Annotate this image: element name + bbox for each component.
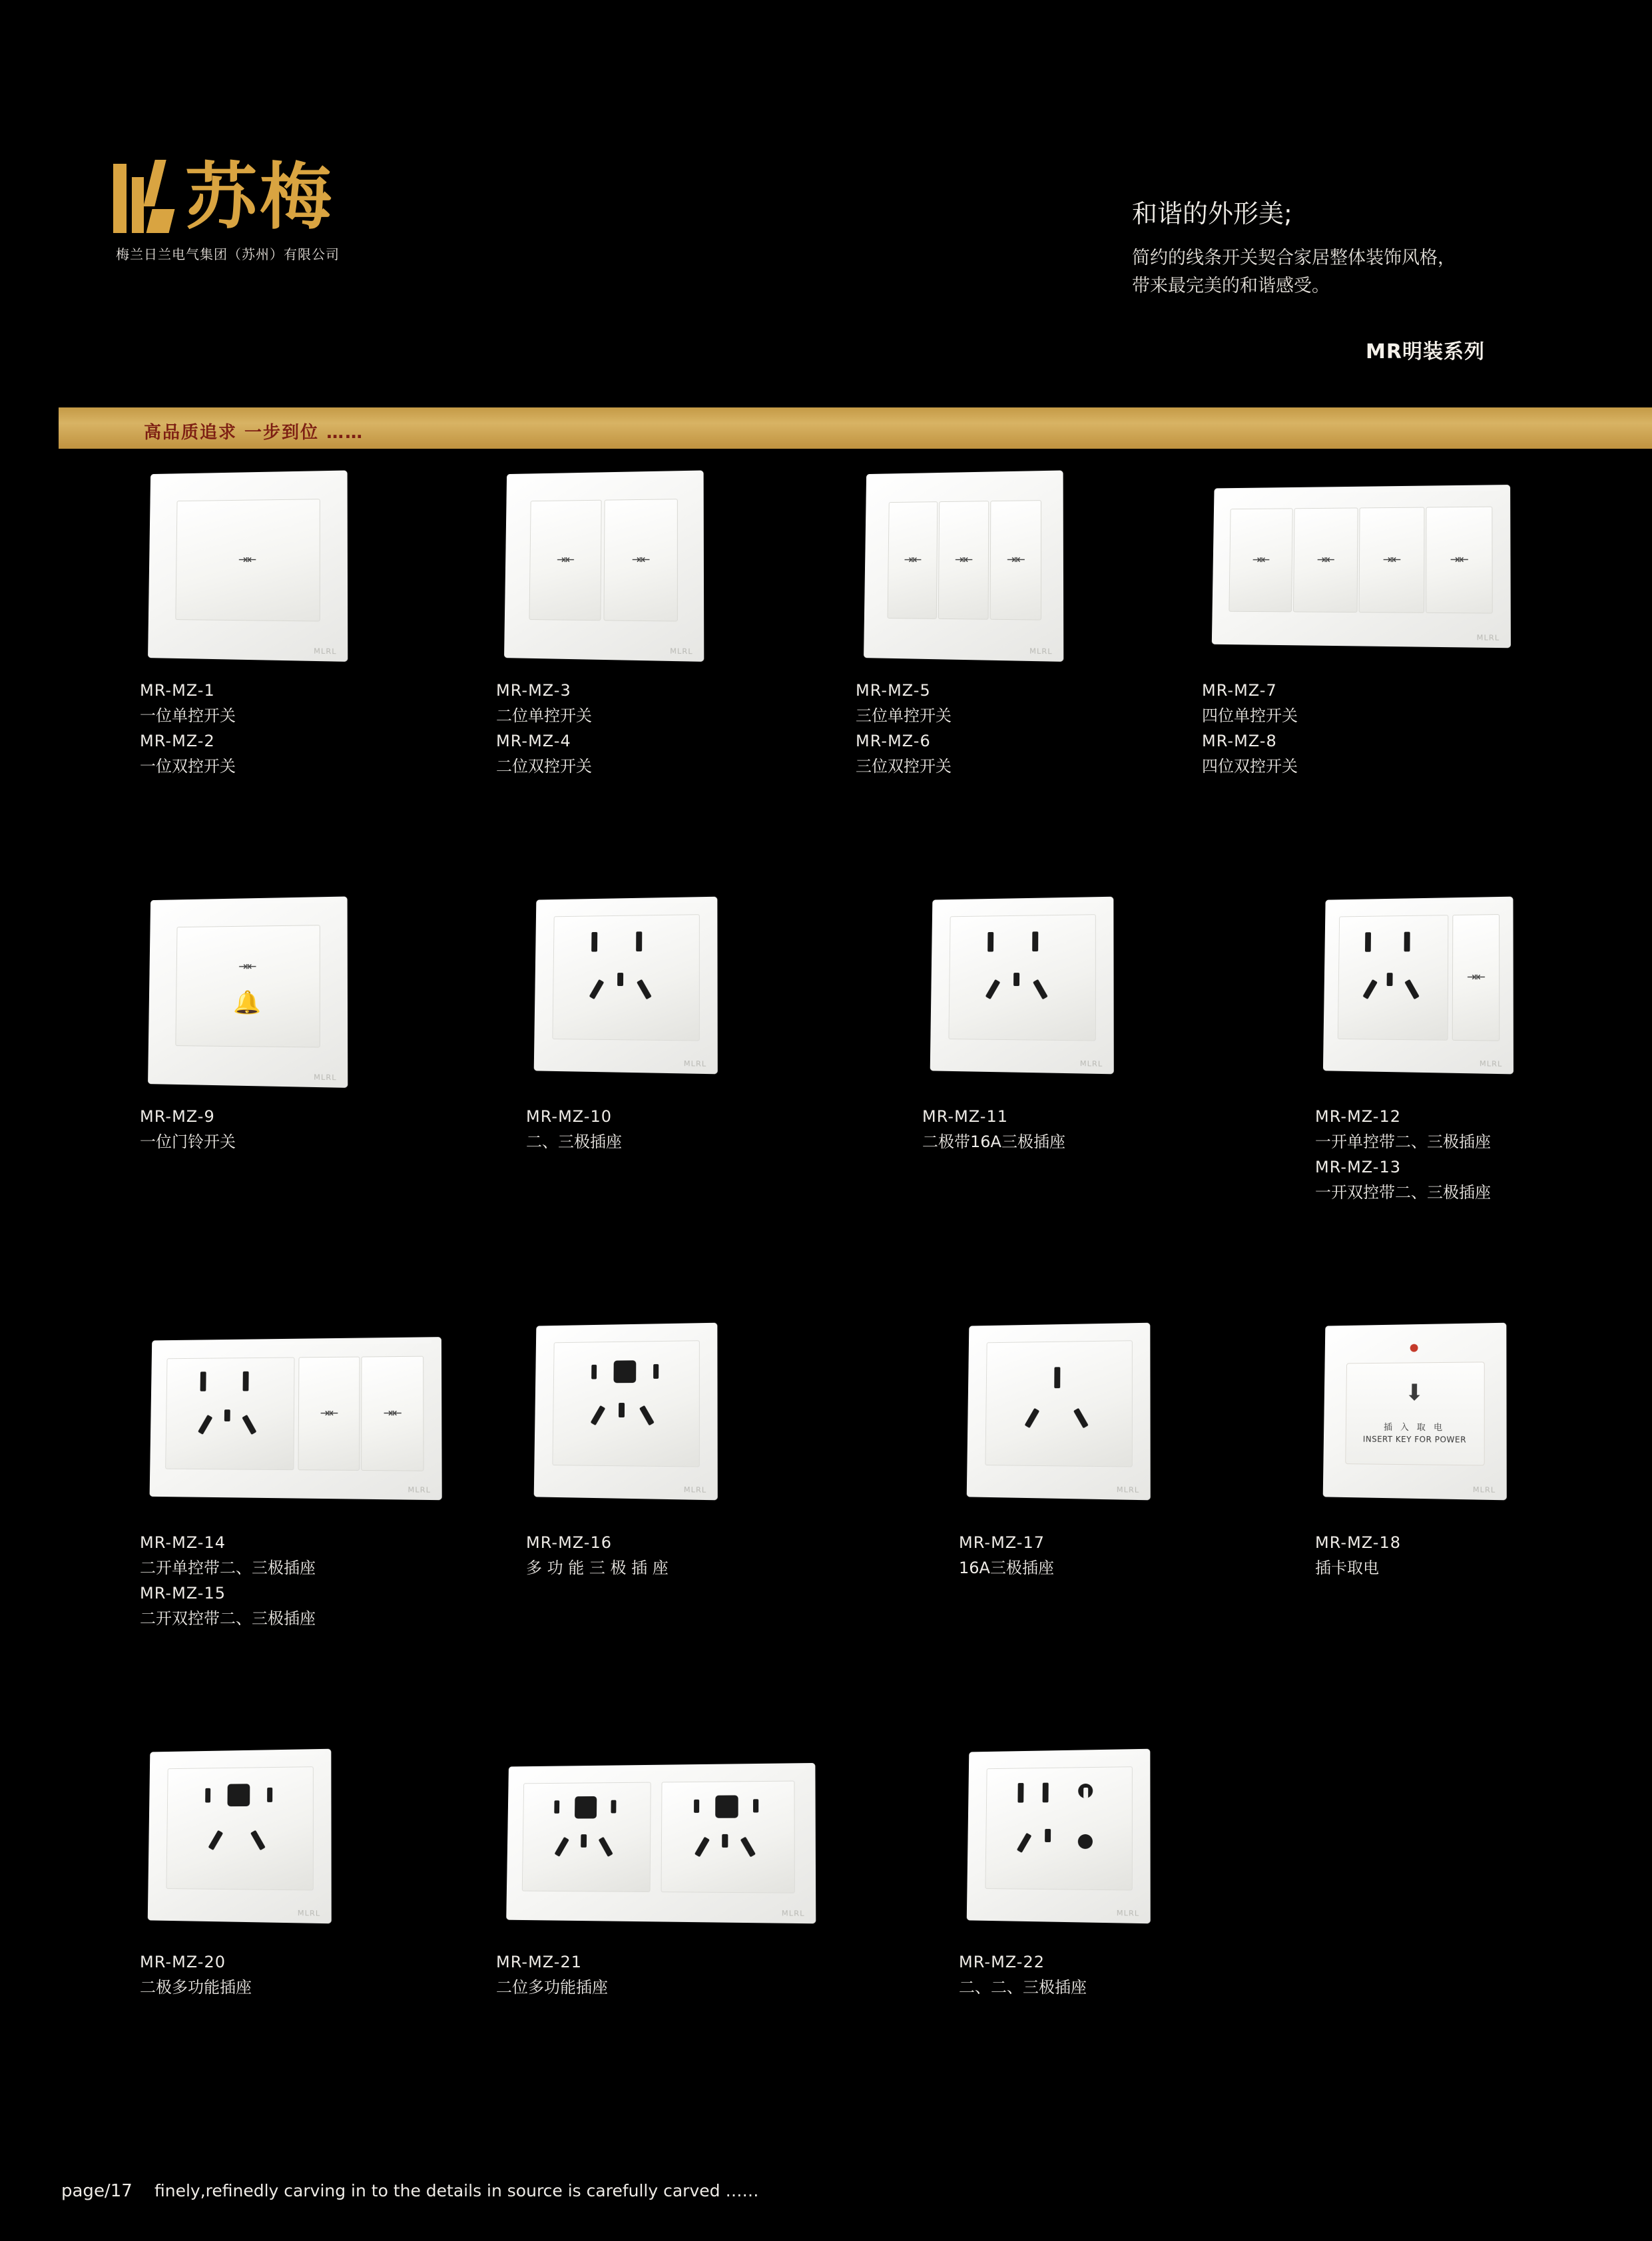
product-code: MR-MZ-15	[140, 1584, 226, 1603]
product-code: MR-MZ-5	[856, 681, 931, 700]
plate-brand-mark: MLRL	[314, 646, 337, 656]
product-image-mr-mz-17	[959, 1312, 1159, 1511]
product-image-mr-mz-9: ⇥⇤ 🔔 MLRL	[140, 885, 353, 1085]
product-card-mr-mz-17[interactable]	[959, 1312, 1159, 1577]
product-image-mr-mz-11	[922, 885, 1122, 1085]
product-name: 二、三极插座	[526, 1132, 622, 1151]
product-card-mr-mz-5[interactable]	[856, 459, 1069, 776]
product-row-2	[0, 885, 1652, 1312]
product-image-mr-mz-20	[140, 1738, 340, 1931]
product-name: 一位单控开关	[140, 706, 236, 725]
product-name: 多 功 能 三 极 插 座	[526, 1559, 669, 1577]
product-code: MR-MZ-17	[959, 1533, 1045, 1552]
tagline-line-1: 简约的线条开关契合家居整体装饰风格，	[1132, 248, 1456, 268]
product-name: 四位单控开关	[1202, 706, 1298, 725]
product-image-mr-mz-21	[496, 1738, 822, 1931]
product-card-mr-mz-20[interactable]	[140, 1738, 340, 1997]
plate-brand-mark: MLRL	[408, 1485, 431, 1495]
product-caption-mr-mz-20	[140, 1949, 252, 2000]
product-caption-mr-mz-3	[496, 678, 592, 779]
product-caption-mr-mz-18	[1315, 1530, 1401, 1581]
product-code: MR-MZ-20	[140, 1953, 226, 1971]
plate-brand-mark: MLRL	[1472, 1485, 1496, 1495]
product-image-mr-mz-14: ⇥⇤ ⇥⇤ MLRL	[140, 1312, 446, 1511]
product-card-mr-mz-21[interactable]	[496, 1738, 822, 1997]
product-image-mr-mz-22	[959, 1738, 1159, 1931]
product-code: MR-MZ-11	[922, 1107, 1008, 1126]
product-caption-mr-mz-17	[959, 1530, 1054, 1581]
product-image-mr-mz-5: ⇥⇤ ⇥⇤ ⇥⇤ MLRL	[856, 459, 1069, 659]
product-caption-mr-mz-21	[496, 1949, 608, 2000]
insert-arrow-icon: ⬇	[1404, 1380, 1424, 1406]
product-code: MR-MZ-22	[959, 1953, 1045, 1971]
plate-brand-mark: MLRL	[670, 646, 693, 656]
product-code: MR-MZ-4	[496, 732, 571, 750]
product-image-mr-mz-18	[1315, 1312, 1515, 1511]
plate-brand-mark: MLRL	[781, 1909, 805, 1918]
company-name: 梅兰日兰电气集团（苏州）有限公司	[116, 246, 340, 262]
product-card-mr-mz-9[interactable]	[140, 885, 353, 1151]
product-caption-mr-mz-22	[959, 1949, 1087, 2000]
product-name: 二极带16A三极插座	[922, 1132, 1065, 1151]
product-code: MR-MZ-12	[1315, 1107, 1401, 1126]
product-name: 二极多功能插座	[140, 1978, 252, 1997]
tagline-line-2: 带来最完美的和谐感受。	[1132, 276, 1330, 296]
product-code: MR-MZ-8	[1202, 732, 1277, 750]
product-card-mr-mz-11[interactable]	[922, 885, 1122, 1151]
product-card-mr-mz-22[interactable]	[959, 1738, 1159, 1997]
product-caption-mr-mz-5	[856, 678, 952, 779]
product-name: 二位多功能插座	[496, 1978, 608, 1997]
product-caption-mr-mz-1	[140, 678, 236, 779]
product-image-mr-mz-1: ⇥⇤ MLRL	[140, 459, 353, 659]
plate-brand-mark: MLRL	[314, 1073, 337, 1083]
product-name: 二开单控带二、三极插座	[140, 1559, 316, 1577]
product-name: 一开单控带二、三极插座	[1315, 1132, 1491, 1151]
series-label: MR明装系列	[1366, 340, 1485, 364]
product-name: 一开双控带二、三极插座	[1315, 1183, 1491, 1202]
product-name: 三位单控开关	[856, 706, 952, 725]
product-name: 二位单控开关	[496, 706, 592, 725]
page-footer	[0, 2141, 1652, 2241]
plate-brand-mark: MLRL	[297, 1908, 321, 1918]
product-code: MR-MZ-7	[1202, 681, 1277, 700]
footer-tagline: finely,refinedly carving in to the details in source is carefully carved ……	[154, 2181, 759, 2200]
product-code: MR-MZ-6	[856, 732, 931, 750]
product-name: 二位双控开关	[496, 757, 592, 776]
product-code: MR-MZ-16	[526, 1533, 612, 1552]
product-name: 插卡取电	[1315, 1559, 1379, 1577]
product-caption-mr-mz-11	[922, 1104, 1065, 1154]
product-code: MR-MZ-2	[140, 732, 215, 750]
product-card-mr-mz-12[interactable]	[1315, 885, 1521, 1202]
brand-logo	[112, 156, 458, 263]
product-code: MR-MZ-18	[1315, 1533, 1401, 1552]
product-code: MR-MZ-21	[496, 1953, 582, 1971]
product-name: 16A三极插座	[959, 1559, 1054, 1577]
product-caption-mr-mz-7	[1202, 678, 1298, 779]
plate-brand-mark: MLRL	[1479, 1059, 1503, 1069]
page-number: page/17	[61, 2181, 133, 2201]
plate-brand-mark: MLRL	[683, 1485, 707, 1495]
tagline-title: 和谐的外形美;	[1132, 199, 1292, 228]
product-card-mr-mz-1[interactable]	[140, 459, 353, 776]
product-code: MR-MZ-1	[140, 681, 215, 700]
product-code: MR-MZ-14	[140, 1533, 226, 1552]
plate-brand-mark: MLRL	[1476, 633, 1500, 642]
product-card-mr-mz-18[interactable]	[1315, 1312, 1515, 1577]
product-caption-mr-mz-14	[140, 1530, 316, 1631]
product-grid	[0, 459, 1652, 2137]
product-image-mr-mz-10	[526, 885, 726, 1085]
product-card-mr-mz-14[interactable]	[140, 1312, 446, 1628]
product-image-mr-mz-16	[526, 1312, 726, 1511]
product-name: 二开双控带二、三极插座	[140, 1609, 316, 1628]
product-card-mr-mz-7[interactable]	[1202, 459, 1515, 776]
product-code: MR-MZ-9	[140, 1107, 215, 1126]
product-code: MR-MZ-13	[1315, 1158, 1401, 1176]
section-banner-text: 高品质追求 一步到位 ……	[144, 423, 364, 443]
product-row-1	[0, 459, 1652, 885]
card-slot-text-cn: 插 入 取 电	[1384, 1422, 1446, 1433]
plate-brand-mark: MLRL	[1029, 646, 1053, 656]
plate-brand-mark: MLRL	[1116, 1485, 1140, 1495]
product-card-mr-mz-16[interactable]	[526, 1312, 726, 1577]
plate-brand-mark: MLRL	[683, 1059, 707, 1069]
product-code: MR-MZ-10	[526, 1107, 612, 1126]
product-image-mr-mz-12: ⇥⇤ MLRL	[1315, 885, 1521, 1085]
product-row-3	[0, 1312, 1652, 1738]
bell-icon: 🔔	[233, 989, 261, 1017]
plate-brand-mark: MLRL	[1116, 1908, 1140, 1918]
product-caption-mr-mz-16	[526, 1530, 669, 1581]
product-name: 一位双控开关	[140, 757, 236, 776]
section-banner	[59, 407, 1652, 449]
header-tagline	[1132, 193, 1598, 364]
product-caption-mr-mz-9	[140, 1104, 236, 1154]
product-name: 三位双控开关	[856, 757, 952, 776]
product-name: 四位双控开关	[1202, 757, 1298, 776]
product-row-4	[0, 1738, 1652, 2137]
product-image-mr-mz-3: ⇥⇤ ⇥⇤ MLRL	[496, 459, 709, 659]
product-code: MR-MZ-3	[496, 681, 571, 700]
plate-brand-mark: MLRL	[1079, 1059, 1103, 1069]
product-name: 二、二、三极插座	[959, 1978, 1087, 1997]
card-slot-text-en: INSERT KEY FOR POWER	[1362, 1434, 1467, 1445]
product-image-mr-mz-7: ⇥⇤ ⇥⇤ ⇥⇤ ⇥⇤ MLRL	[1202, 459, 1515, 659]
logo-mark-icon	[112, 160, 173, 234]
product-caption-mr-mz-10	[526, 1104, 622, 1154]
product-card-mr-mz-10[interactable]	[526, 885, 726, 1151]
product-caption-mr-mz-12	[1315, 1104, 1491, 1205]
logo-chinese-name: 苏梅	[185, 156, 335, 239]
product-card-mr-mz-3[interactable]	[496, 459, 709, 776]
page-header	[0, 0, 1652, 443]
product-name: 一位门铃开关	[140, 1132, 236, 1151]
